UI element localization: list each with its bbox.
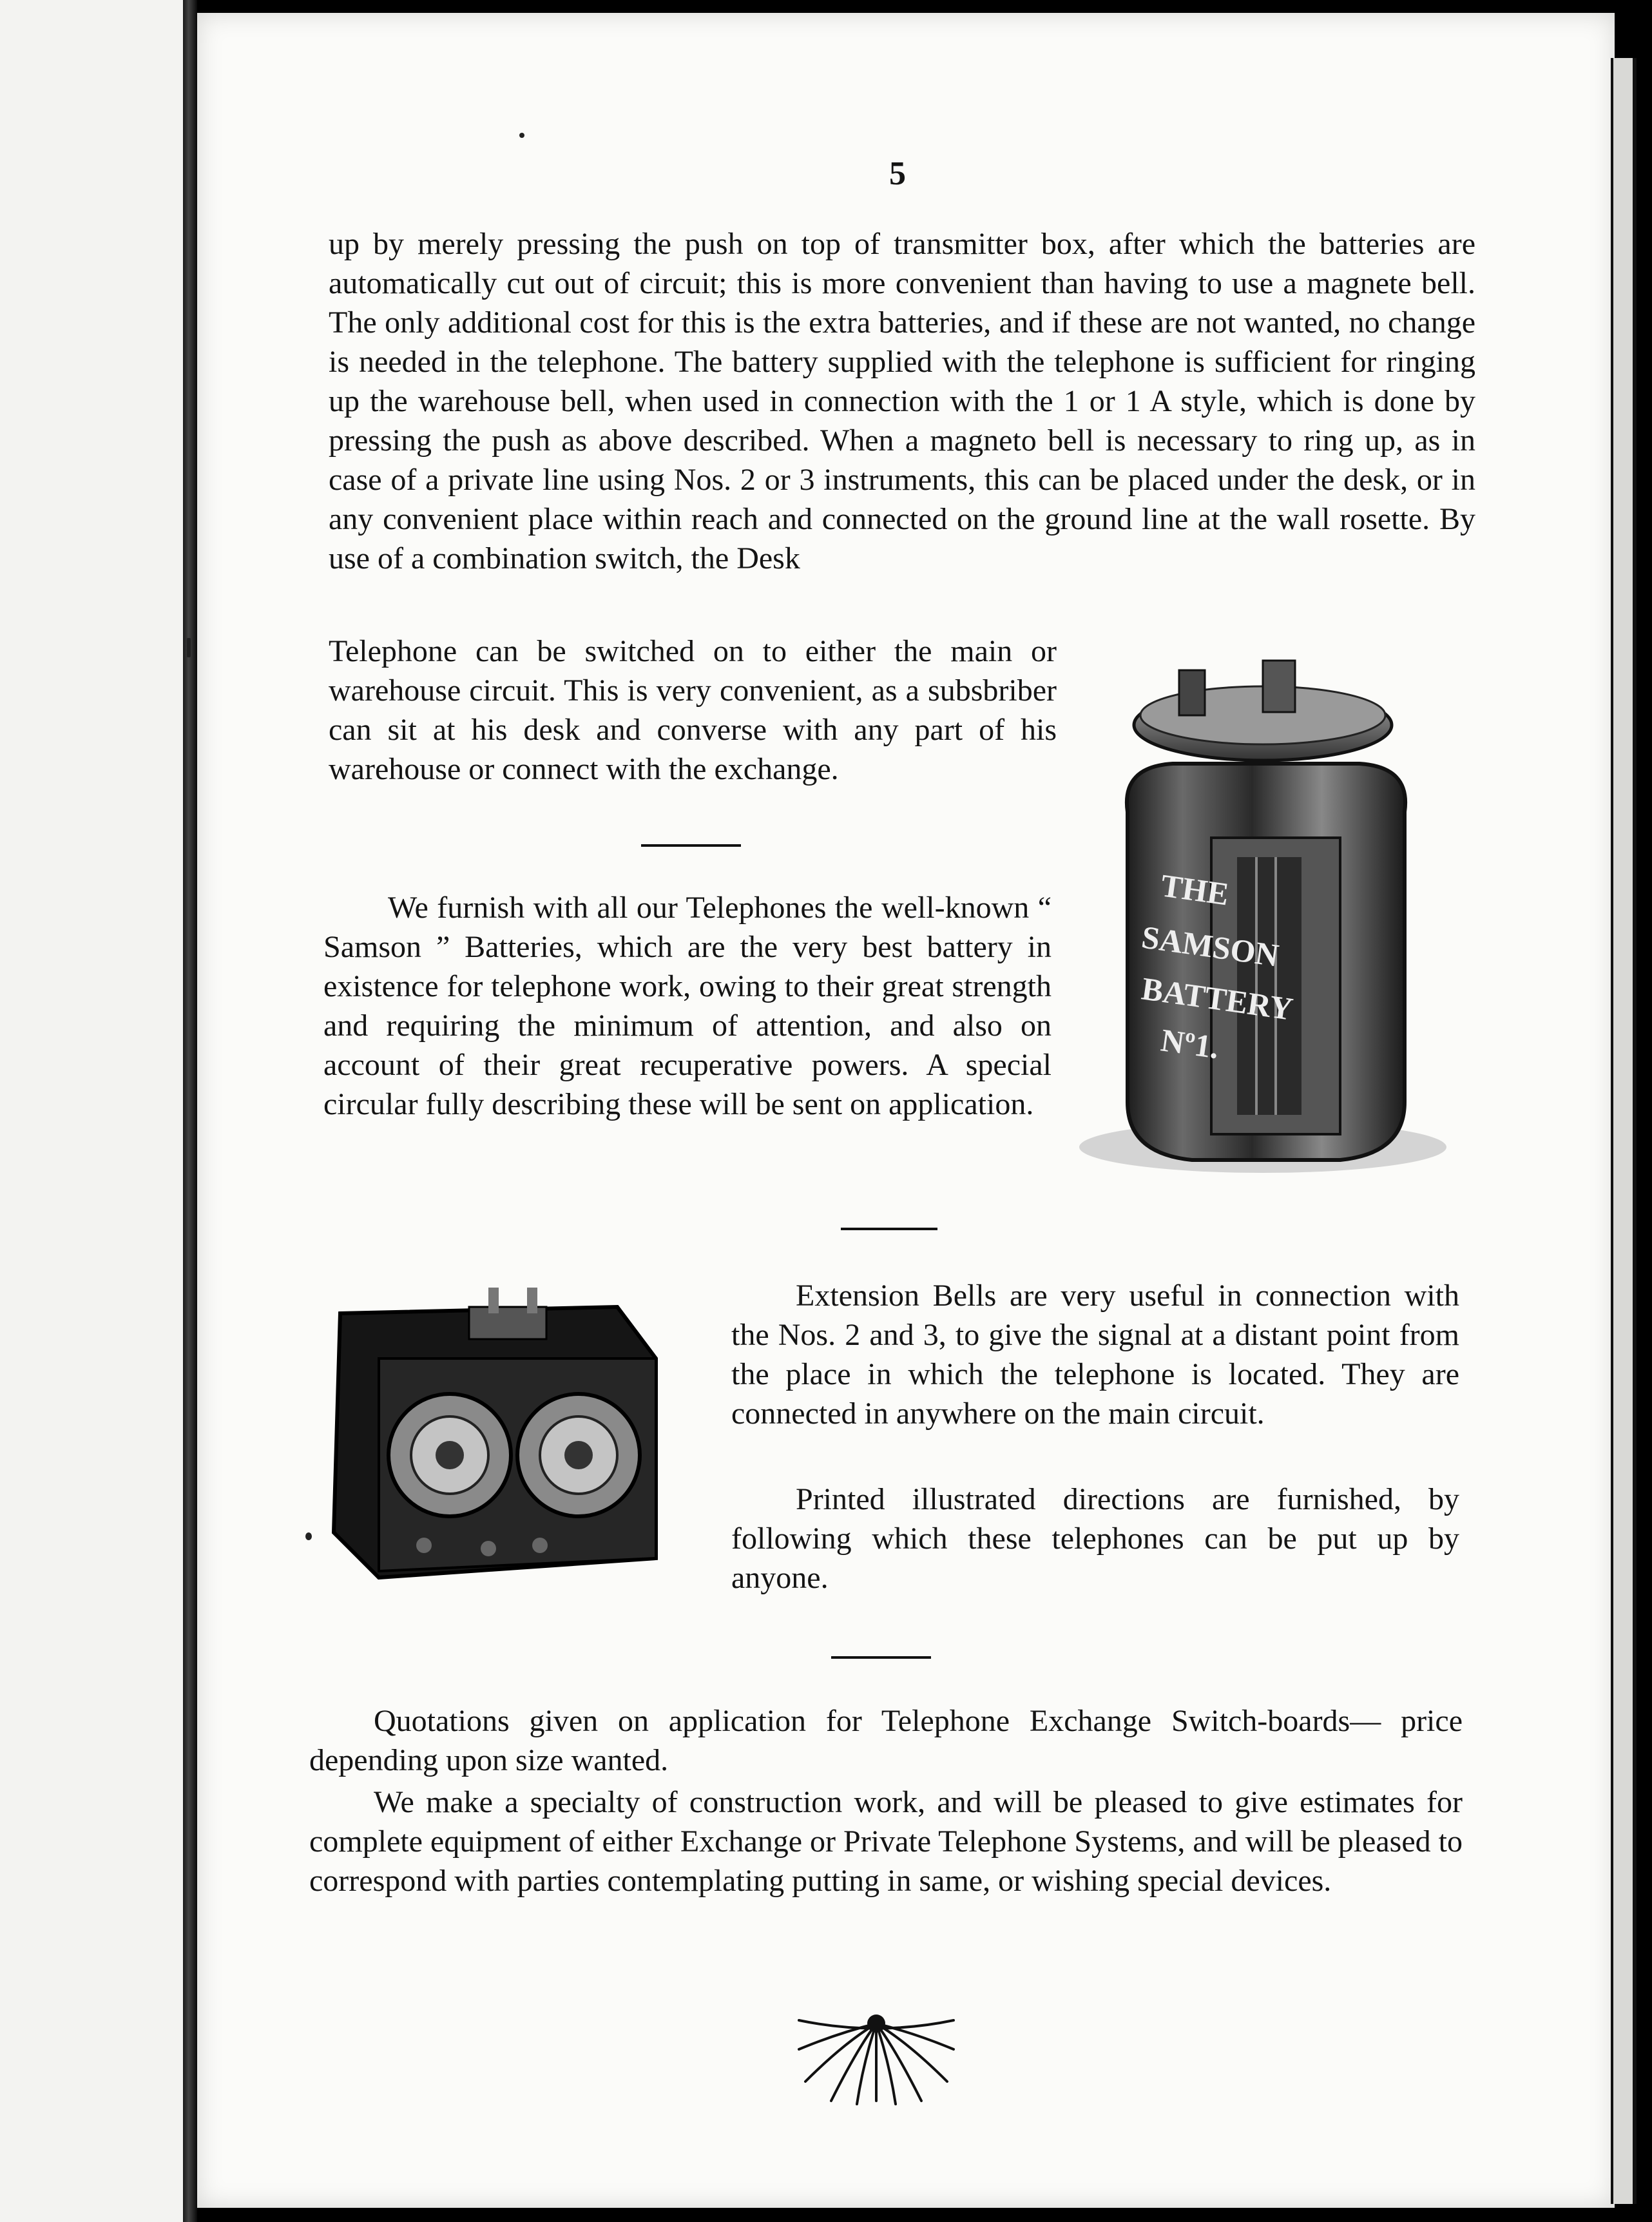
extension-bell-illustration [321, 1288, 695, 1584]
battery-label-line3: BATTERY [1139, 970, 1296, 1027]
paragraph-quotations: Quotations given on application for Telephone Exchange Switch-boards— price depending upon size wanted. [309, 1704, 1463, 1777]
page-number: 5 [889, 155, 906, 192]
binding-gutter [183, 0, 197, 2222]
battery-label-line2: SAMSON [1139, 918, 1282, 974]
previous-page-edge [0, 0, 191, 2222]
ink-speck [187, 638, 191, 657]
paragraph-samson-batteries: We furnish with all our Telephones the well-known “ Samson ” Batteries, which are the very best battery in existence for telephone work, owing to their great strength and requiring the minimum of attention, and also on account of their great recuperative powers. A special circular fully describing these will be sent on application. [323, 891, 1052, 1121]
paragraph-construction-work: We make a specialty of construction work, and will be pleased to give estimates for complete equipment of either Exchange or Private Telephone Systems, and will be pleased to correspond with parties contemplating putting in same, or wishing special devices. [309, 1785, 1463, 1898]
section-divider [641, 844, 741, 847]
battery-label-line4: Nº1. [1158, 1021, 1222, 1066]
section-divider [831, 1656, 931, 1659]
ink-speck [305, 1532, 312, 1540]
paragraph-push-button: up by merely pressing the push on top of transmitter box, after which the batteries are automatically cut out of circuit; this is more convenient than having to use a magnete bell. The only additional cost for this is the extra batteries, and if these are not wanted, no change is needed in the telephone. The battery supplied with the telephone is sufficient for ringing up the warehouse bell, when used in connection with the 1 or 1 A style, which is done by pressing the push as above described. When a magneto bell is necessary to ring up, as in case of a private line using Nos. 2 or 3 instruments, this can be placed under the desk, or in any convenient place within reach and connected on the ground line at the wall rosette. By use of a combination switch, the Desk [329, 227, 1475, 575]
paragraph-extension-bells: Extension Bells are very useful in connection with the Nos. 2 and 3, to give the signal at a distant point from the place in which the telephone is located. They are connected in anywhere on the main circuit. [731, 1279, 1459, 1431]
ornament-tailpiece [792, 2011, 960, 2107]
paragraph-printed-directions: Printed illustrated directions are furnished, by following which these telephones can be put up by anyone. [731, 1482, 1459, 1595]
ink-speck [519, 133, 524, 138]
samson-battery-illustration [1070, 651, 1456, 1179]
section-divider [841, 1228, 937, 1230]
page-edge-right [1611, 58, 1637, 2204]
paragraph-combination-switch: Telephone can be switched on to either the main or warehouse circuit. This is very convenient, as a subsbriber can sit at his desk and converse with any part of his warehouse or connect with the exchange. [329, 634, 1057, 786]
battery-label-line1: THE [1158, 867, 1231, 913]
